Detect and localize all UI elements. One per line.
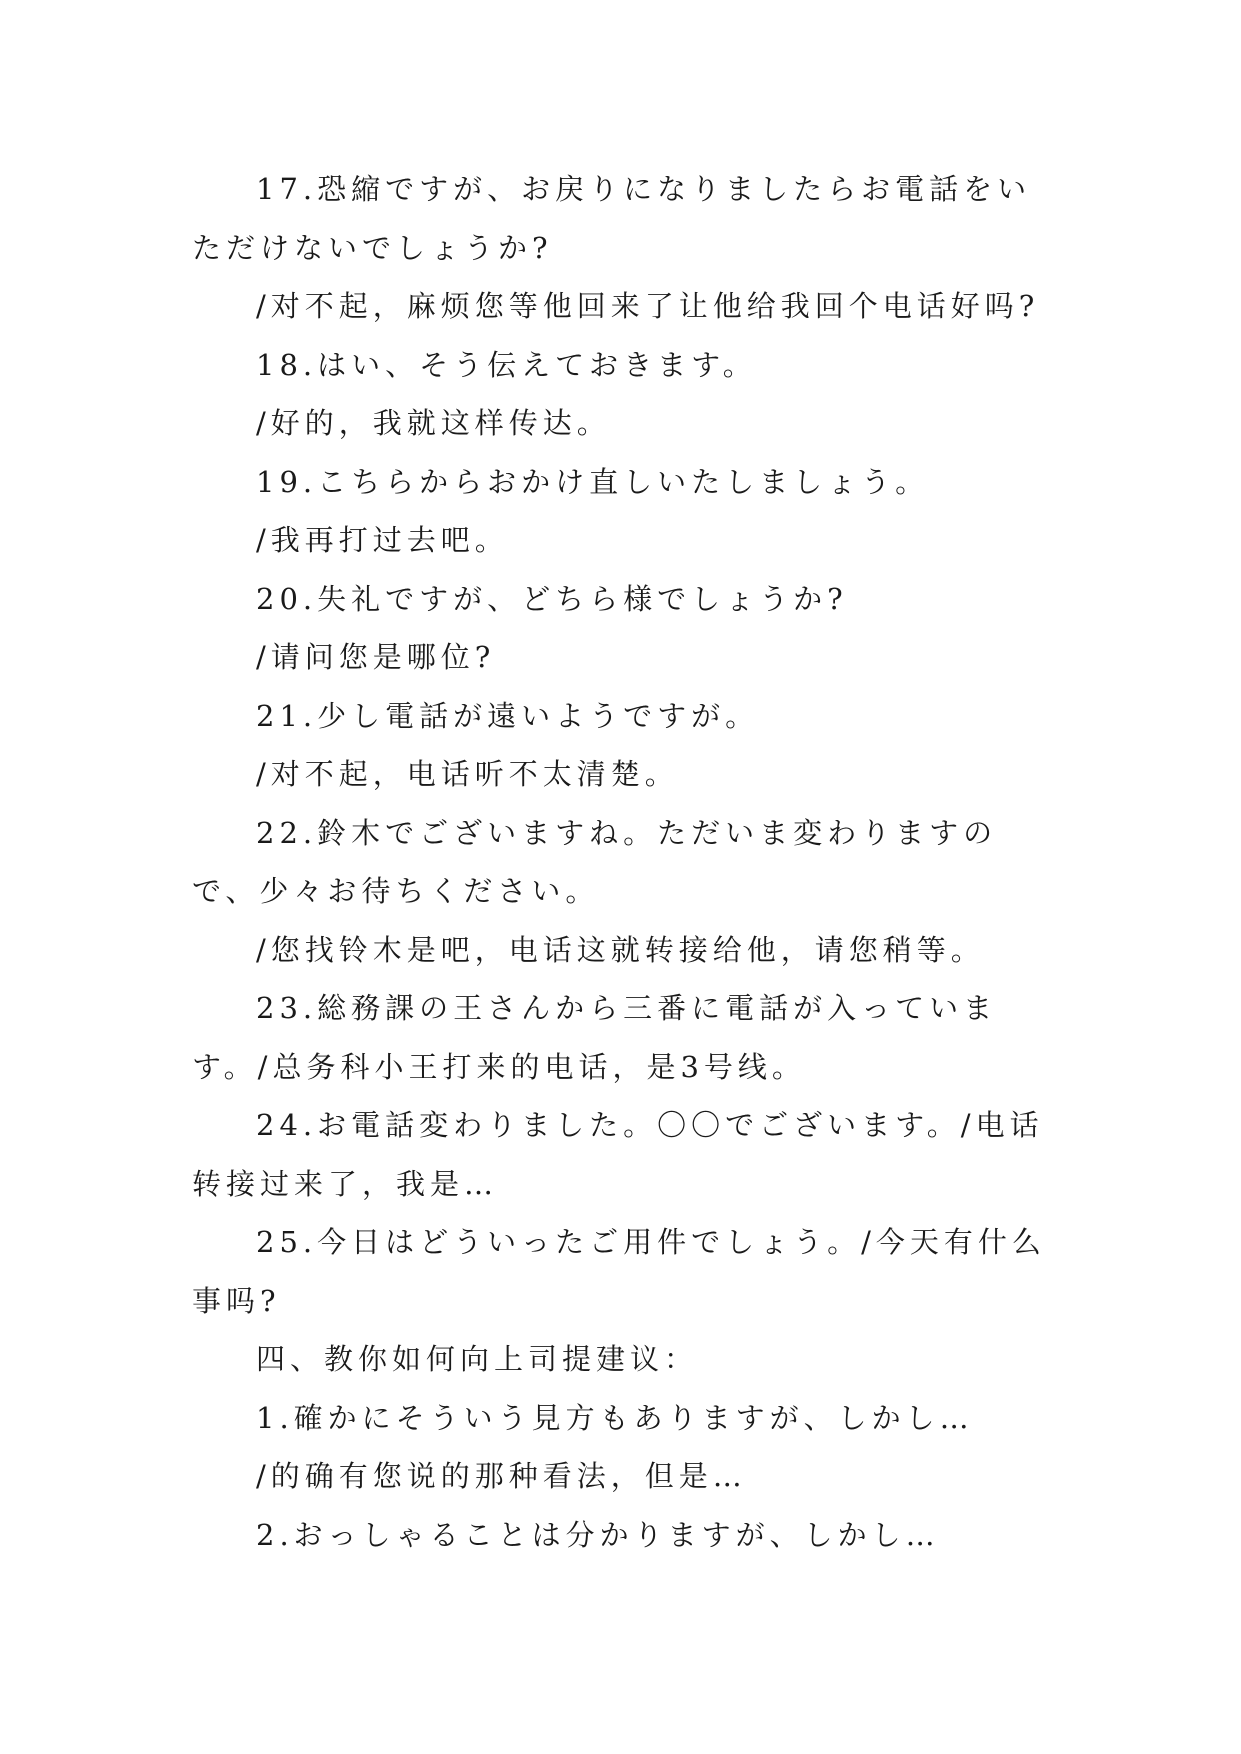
paragraph: 24.お電話変わりました。〇〇でございます。/电话转接过来了，我是… bbox=[192, 1108, 1044, 1201]
paragraph: 17.恐縮ですが、お戻りになりましたらお電話をいただけないでしょうか? bbox=[192, 172, 1032, 265]
section-heading: 四、教你如何向上司提建议： bbox=[256, 1342, 699, 1376]
paragraph: /我再打过去吧。 bbox=[256, 523, 509, 557]
paragraph: /请问您是哪位? bbox=[256, 640, 496, 674]
paragraph: /对不起，麻烦您等他回来了让他给我回个电话好吗? bbox=[256, 289, 1040, 323]
paragraph: /对不起，电话听不太清楚。 bbox=[256, 757, 679, 791]
document-body bbox=[192, 160, 1048, 1564]
paragraph: 18.はい、そう伝えておきます。 bbox=[256, 347, 757, 382]
paragraph: /的确有您说的那种看法，但是… bbox=[256, 1459, 747, 1493]
paragraph: 19.こちらからおかけ直しいたしましょう。 bbox=[256, 464, 930, 499]
paragraph: 22.鈴木でございますね。ただいま変わりますので、少々お待ちください。 bbox=[192, 815, 998, 908]
paragraph: 23.総務課の王さんから三番に電話が入っています。/总务科小王打来的电话，是3号线。 bbox=[192, 991, 998, 1084]
paragraph: /您找铃木是吧，电话这就转接给他，请您稍等。 bbox=[256, 932, 985, 967]
paragraph: 20.失礼ですが、どちら様でしょうか? bbox=[256, 581, 848, 616]
paragraph: 2.おっしゃることは分かりますが、しかし… bbox=[256, 1517, 940, 1552]
paragraph: 21.少し電話が遠いようですが。 bbox=[256, 698, 760, 733]
paragraph: /好的，我就这样传达。 bbox=[256, 406, 611, 440]
paragraph: 25.今日はどういったご用件でしょう。/今天有什么事吗? bbox=[192, 1225, 1046, 1318]
paragraph: 1.確かにそういう見方もありますが、しかし… bbox=[256, 1400, 974, 1435]
